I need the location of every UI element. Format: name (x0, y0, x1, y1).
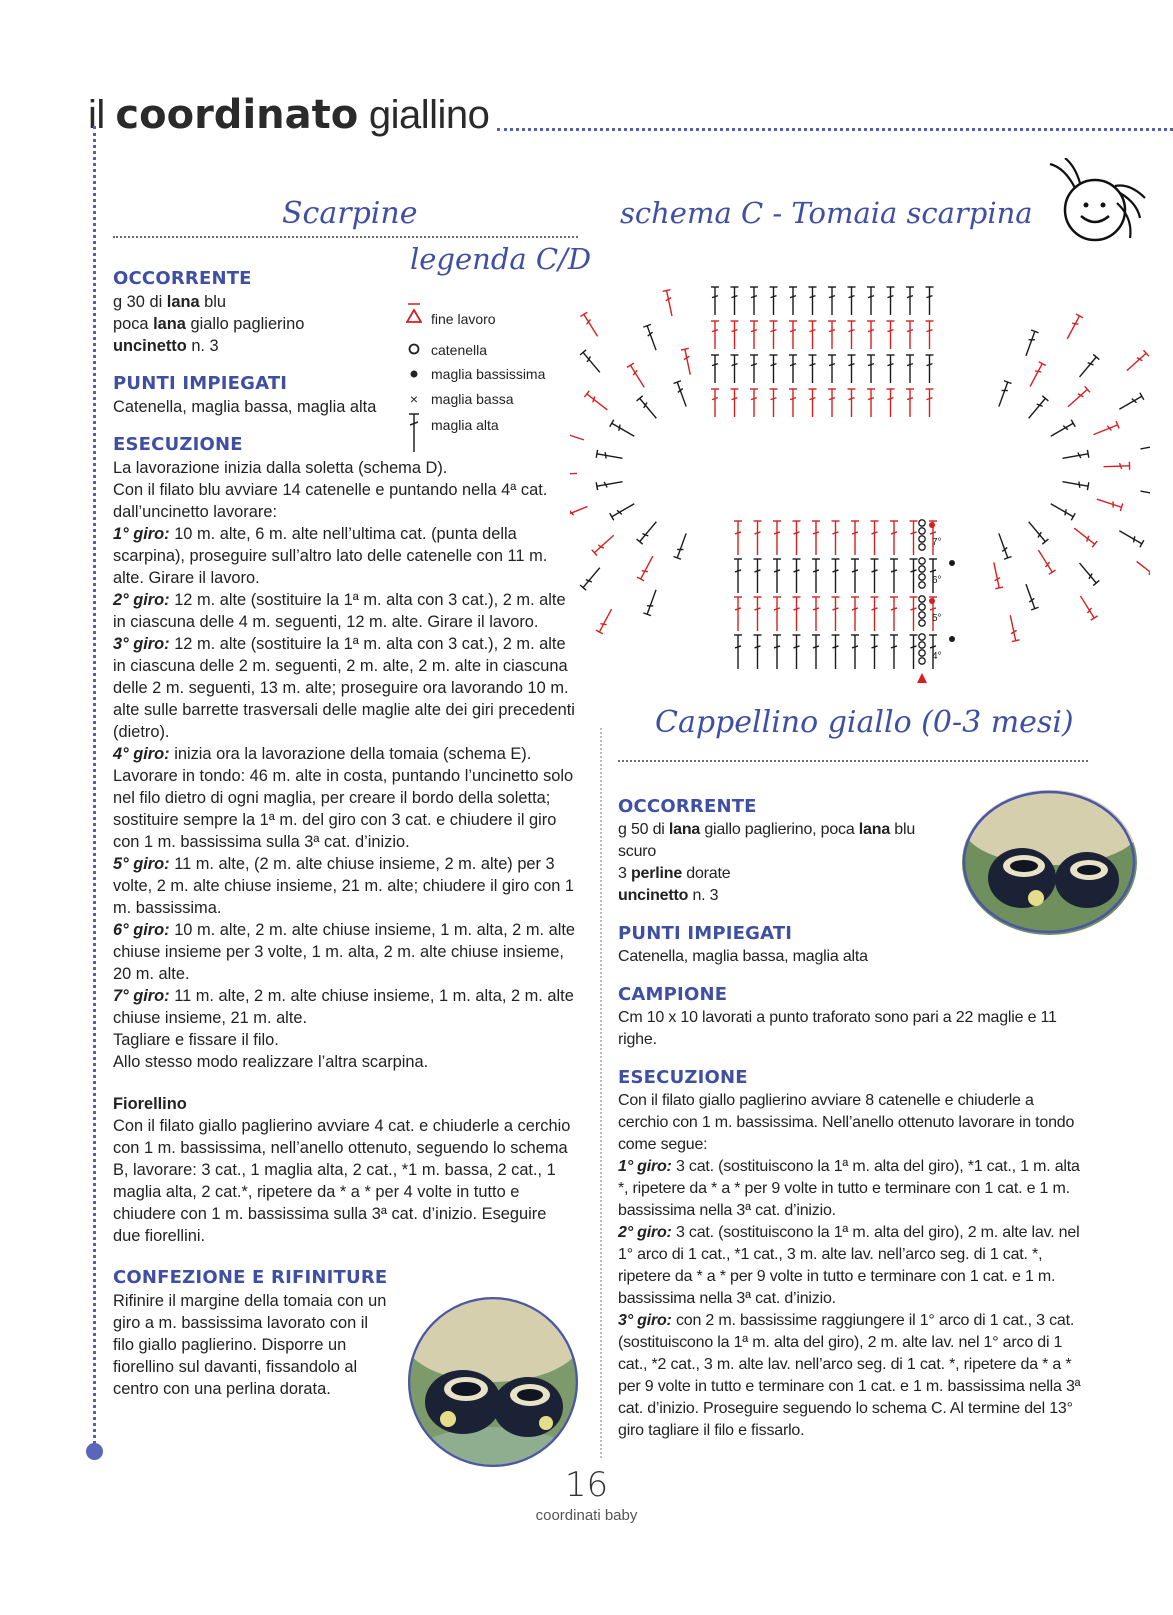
cappellino-title: Cappellino giallo (0-3 mesi) (655, 705, 1074, 740)
stitch-mark (1076, 354, 1099, 379)
stitch-mark (596, 450, 623, 462)
stitch-mark (867, 321, 875, 349)
cappellino-punti-text: Catenella, maglia bassa, maglia alta (618, 948, 868, 965)
stitch-mark (1077, 594, 1098, 620)
round-paragraph: 3° giro: con 2 m. bassissime raggiungere il 1° arco di 1 cat., 3 cat. (sostituiscono la 1ª m. alta del giro), 2 m. alte lav. nel 1° arco di 1 cat., *2 cat., 3 m. alte lav. nell’arco seg. di 1 cat. *, ripetere da * a * per 9 volte in tutto e terminare con 1 cat. e 1 m. bassissima nella 3ª cat. d’inizio. Proseguire seguendo lo schema C. Al termine del 13° giro tagliare il filo e fissarlo. (618, 1312, 1081, 1439)
chain-mark (919, 604, 925, 610)
stitch-mark (711, 389, 719, 417)
title-dotted-rule (497, 128, 1173, 131)
stitch-mark (871, 597, 879, 631)
esecuzione-heading: ESECUZIONE (113, 434, 243, 455)
page-title (88, 92, 489, 138)
stitch-mark (1062, 450, 1089, 462)
stitch-mark (871, 559, 879, 593)
stitch-mark (1062, 478, 1089, 490)
stitch-mark (812, 559, 820, 593)
stitch-mark (1124, 350, 1149, 373)
slip-stitch-mark (949, 560, 955, 566)
stitch-mark (851, 597, 859, 631)
stitch-mark (681, 348, 694, 375)
stitch-mark (995, 532, 1011, 559)
doodle-face-icon (1045, 158, 1150, 248)
stitch-mark (910, 521, 918, 555)
stitch-mark (637, 396, 660, 421)
stitch-mark (828, 287, 836, 315)
stitch-mark (773, 635, 781, 669)
stitch-mark (990, 562, 1003, 589)
stitch-mark (643, 588, 659, 615)
stitch-mark (773, 597, 781, 631)
stitch-mark (812, 635, 820, 669)
cappellino-occorrente-heading: OCCORRENTE (618, 796, 757, 817)
stitch-mark (1035, 548, 1056, 574)
stitch-mark (789, 355, 797, 383)
stitch-mark (871, 635, 879, 669)
stitch-mark (734, 521, 742, 555)
stitch-mark (570, 428, 585, 444)
stitch-mark (1064, 314, 1083, 341)
stitch-mark (887, 389, 895, 417)
title-bold: coordinato (115, 92, 359, 138)
chain-mark (919, 520, 925, 526)
stitch-mark (887, 321, 895, 349)
stitch-mark (673, 381, 689, 408)
stitch-mark (1117, 393, 1144, 413)
chain-mark (919, 566, 925, 572)
stitch-mark (995, 381, 1011, 408)
stitch-mark (627, 363, 648, 389)
stitch-mark (1065, 386, 1090, 409)
stitch-mark (1134, 558, 1150, 580)
round-paragraph: 7° giro: 11 m. alte, 2 m. alte chiuse insieme, 1 m. alta, 2 m. alte chiuse insieme, 21 m. alte. (113, 987, 574, 1027)
round-label: 6° (932, 575, 942, 586)
chain-mark (919, 596, 925, 602)
title-prefix: il (88, 93, 105, 137)
stitch-mark (610, 500, 637, 520)
stitch-mark (906, 287, 914, 315)
stitch-mark (750, 287, 758, 315)
stitch-mark (1026, 519, 1049, 544)
punti-heading: PUNTI IMPIEGATI (113, 373, 288, 394)
column-separator (600, 728, 602, 1458)
stitch-mark (812, 521, 820, 555)
legend-item: catenella (405, 342, 487, 358)
round-paragraph: 3° giro: 12 m. alte (sostituire la 1ª m. alta con 3 cat.), 2 m. alte in ciascuna delle 2 m. seguenti, 2 m. alte, 2 m. alte in ciascuna delle 2 m. seguenti, 13 m. alte; proseguire ora lavorando 10 m. alte sulle barrette trasversali delle maglie alte dei giri precedenti (dietro). (113, 635, 575, 741)
left-dotted-rule (93, 126, 96, 1456)
occorrente-list: g 30 di lana blu poca lana giallo paglierino uncinetto n. 3 (113, 293, 305, 355)
booties-photo (408, 1297, 578, 1467)
stitch-mark (867, 389, 875, 417)
stitch-mark (867, 287, 875, 315)
stitch-mark (570, 503, 589, 520)
round-label: 5° (932, 613, 942, 624)
stitch-mark (1140, 440, 1150, 452)
round-label: 7° (932, 537, 942, 548)
stitch-mark (570, 469, 577, 478)
stitch-mark (793, 559, 801, 593)
stitch-mark (711, 287, 719, 315)
stitch-mark (789, 389, 797, 417)
stitch-mark (643, 324, 659, 351)
legend-title: legenda C/D (410, 242, 592, 276)
stitch-mark (750, 321, 758, 349)
stitch-mark (890, 521, 898, 555)
stitch-mark (770, 355, 778, 383)
stitch-mark (809, 321, 817, 349)
stitch-mark (596, 607, 615, 634)
stitch-mark (926, 389, 934, 417)
stitch-mark (910, 559, 918, 593)
scarpine-title: Scarpine (282, 196, 418, 231)
fiorellino-heading: Fiorellino (113, 1095, 187, 1113)
stitch-mark (789, 287, 797, 315)
stitch-mark (754, 521, 762, 555)
chain-mark (919, 582, 925, 588)
stitch-mark (711, 355, 719, 383)
legend-item: maglia alta (405, 412, 499, 457)
cappellino-title-rule (618, 760, 1088, 762)
schema-title: schema C - Tomaia scarpina (620, 196, 1033, 230)
confezione-heading: CONFEZIONE E RIFINITURE (113, 1267, 388, 1288)
stitch-mark (1006, 614, 1019, 641)
stitch-mark (1103, 462, 1129, 471)
stitch-mark (580, 350, 603, 375)
stitch-mark (1049, 420, 1076, 440)
stitch-mark (1027, 362, 1046, 389)
stitch-mark (906, 355, 914, 383)
cross-icon: × (409, 391, 419, 407)
stitch-mark (750, 355, 758, 383)
stitch-mark (848, 287, 856, 315)
chain-mark (919, 544, 925, 550)
stitch-mark (793, 521, 801, 555)
stitch-mark (663, 290, 676, 317)
stitch-mark (1117, 527, 1144, 547)
stitch-mark (584, 391, 609, 413)
stitch-mark (1049, 500, 1076, 520)
stitch-mark (890, 559, 898, 593)
stitch-mark (773, 521, 781, 555)
stitch-mark (1140, 487, 1150, 499)
round-label: 4° (932, 651, 942, 662)
page-number: 16 (564, 1465, 609, 1505)
stitch-mark (832, 597, 840, 631)
stitch-mark (610, 420, 637, 440)
stitch-mark (789, 321, 797, 349)
stitch-mark (887, 287, 895, 315)
stitch-mark (887, 355, 895, 383)
stitch-mark (770, 287, 778, 315)
stitch-mark (926, 355, 934, 383)
punti-text: Catenella, maglia bassa, maglia alta (113, 398, 377, 416)
stitch-mark (734, 559, 742, 593)
chain-mark (919, 528, 925, 534)
slip-stitch-mark (929, 522, 935, 528)
stitch-mark (731, 287, 739, 315)
stitch-mark (906, 321, 914, 349)
stitch-mark (1076, 561, 1099, 586)
chain-mark (919, 574, 925, 580)
stitch-mark (773, 559, 781, 593)
cappellino-column (618, 796, 1088, 1442)
stitch-mark (809, 355, 817, 383)
stitch-mark (828, 321, 836, 349)
rule-end-dot (86, 1443, 103, 1460)
chain-mark (919, 558, 925, 564)
round-paragraph: 6° giro: 10 m. alte, 2 m. alte chiuse insieme, 1 m. alta, 2 m. alte chiuse insieme per 3 volte, 1 m. alta, 2 m. alte chiuse insieme, 20 m. alte. (113, 921, 576, 983)
stitch-mark (750, 389, 758, 417)
stitch-mark (890, 635, 898, 669)
confezione-text: Rifinire il margine della tomaia con un giro a m. bassissima lavorato con il filo giallo paglierino. Disporre un fiorellino sul davanti, fissandolo al centro con una perlina dorata. (113, 1292, 387, 1398)
stitch-mark (731, 355, 739, 383)
chain-mark (919, 658, 925, 664)
round-paragraph: 2° giro: 12 m. alte (sostituire la 1ª m. alta con 3 cat.), 2 m. alte in ciascuna delle 4 m. seguenti, 12 m. alte. Girare il lavoro. (113, 591, 566, 631)
cappellino-esecuzione-text: Con il filato giallo paglierino avviare 8 catenelle e chiuderle a cerchio con 1 m. bassissima. Nell’anello ottenuto lavorare in tondo come segue: 1° giro: 3 cat. (sostituiscono la 1ª m. alta del giro), *1 cat., 1 m. alta *, ripetere da * a * per 9 volte in tutto e terminare con 1 cat. e 1 m. bassissima nella 3ª cat. d’inizio. 2° giro: 3 cat. (sostituiscono la 1ª m. alta del giro), 2 m. alte lav. nel 1° arco di 1 cat., *1 cat., 3 m. alte lav. nell’arco seg. di 1 cat. *, ripetere da * a * per 9 volte in tutto e terminare con 1 cat. e 1 m. bassissima nella 3ª cat. d’inizio. 3° giro: con 2 m. bassissime raggiungere il 1° arco di 1 cat., 3 cat. (sostituiscono la 1ª m. alta del giro), 2 m. alte lav. nel 1° arco di 1 cat., *2 cat., 3 m. alte lav. nell’arco seg. di 1 cat. *, ripetere da * a * per 9 volte in tutto e terminare con 1 cat. e 1 m. bassissima nella 3ª cat. d’inizio. Proseguire seguendo lo schema C. Al termine del 13° giro tagliare il filo e fissarlo. (618, 1090, 1088, 1442)
stitch-mark (851, 559, 859, 593)
stitch-mark (809, 287, 817, 315)
round-paragraph: 1° giro: 3 cat. (sostituiscono la 1ª m. alta del giro), *1 cat., 1 m. alta *, ripetere da * a * per 9 volte in tutto e terminare con 1 cat. e 1 m. bassissima nella 3ª cat. d’inizio. (618, 1158, 1080, 1219)
chain-mark (919, 650, 925, 656)
stitch-mark (711, 321, 719, 349)
stitch-mark (828, 355, 836, 383)
stitch-mark (832, 521, 840, 555)
stitch-mark (812, 597, 820, 631)
legend-item: maglia bassissima (405, 366, 545, 382)
stitch-mark (1072, 525, 1097, 547)
stitch-mark (734, 597, 742, 631)
stitch-mark (871, 521, 879, 555)
chain-mark (919, 536, 925, 542)
stitch-mark (828, 389, 836, 417)
round-paragraph: 2° giro: 3 cat. (sostituiscono la 1ª m. alta del giro), 2 m. alte lav. nel 1° arco di 1 cat., *1 cat., 3 m. alte lav. nell’arco seg. di 1 cat. *, ripetere da * a * per 9 volte in tutto e terminare con 1 cat. e 1 m. bassissima nella 3ª cat. d’inizio. (618, 1224, 1080, 1307)
stitch-mark (890, 597, 898, 631)
cappellino-esecuzione-heading: ESECUZIONE (618, 1067, 748, 1088)
stitch-mark (1092, 421, 1119, 438)
chain-mark (919, 642, 925, 648)
cappellino-punti-heading: PUNTI IMPIEGATI (618, 923, 793, 944)
stitch-mark (848, 389, 856, 417)
stitch-mark (673, 532, 689, 559)
slip-stitch-mark (929, 598, 935, 604)
scarpine-column (113, 268, 578, 1400)
stitch-mark (637, 554, 656, 581)
fiorellino-text: Con il filato giallo paglierino avviare 4 cat. e chiuderle a cerchio con 1 m. bassissima, nell’anello ottenuto, seguendo lo schema B, lavorare: 3 cat., 1 maglia alta, 2 cat., *1 m. bassa, 2 cat., 1 maglia alta, 2 cat.*, ripetere da * a * per 4 volte in tutto e chiudere con 1 m. bassissima sulla 3ª cat. d’inizio. Eseguire due fiorellini. (113, 1117, 571, 1245)
chain-mark (919, 634, 925, 640)
round-paragraph: 4° giro: inizia ora la lavorazione della tomaia (schema E). Lavorare in tondo: 46 m. alte in costa, puntando l’uncinetto solo nel filo dietro di ogni maglia, per creare il bordo della soletta; sostituire sempre la 1ª m. del giro con 3 cat. e chiudere il giro con 1 m. bassissima sulla 3ª cat. d’inizio. (113, 745, 574, 851)
chain-mark (919, 612, 925, 618)
stitch-mark (832, 635, 840, 669)
magazine-name: coordinati baby (535, 1507, 638, 1524)
chain-mark (919, 620, 925, 626)
stitch-mark (867, 355, 875, 383)
stitch-mark (851, 635, 859, 669)
stitch-mark (770, 321, 778, 349)
legend-item: × maglia bassa (405, 391, 514, 407)
stitch-mark (734, 635, 742, 669)
stitch-mark (1096, 495, 1123, 511)
stitch-mark (926, 287, 934, 315)
round-paragraph: 5° giro: 11 m. alte, (2 m. alte chiuse insieme, 2 m. alte) per 3 volte, 2 m. alte chiuse insieme, 21 m. alte; chiudere il giro con 1 m. bassissima. (113, 855, 574, 917)
stitch-mark (592, 532, 617, 555)
stitch-mark (754, 635, 762, 669)
stitch-mark (848, 355, 856, 383)
legend-item: fine lavoro (405, 302, 496, 327)
campione-heading: CAMPIONE (618, 984, 728, 1005)
esecuzione-text: La lavorazione inizia dalla soletta (schema D). Con il filato blu avviare 14 catenelle e puntando nella 4ª cat. dall’uncinetto lavorare: 1° giro: 10 m. alte, 6 m. alte nell’ultima cat. (punta della scarpina), proseguire sull’altro lato delle catenelle con 11 m. alte. Girare il lavoro. 2° giro: 12 m. alte (sostituire la 1ª m. alta con 3 cat.), 2 m. alte in ciascuna delle 4 m. seguenti, 12 m. alte. Girare il lavoro. 3° giro: 12 m. alte (sostituire la 1ª m. alta con 3 cat.), 2 m. alte in ciascuna delle 2 m. seguenti, 2 m. alte, 2 m. alte in ciascuna delle 2 m. seguenti, 13 m. alte; proseguire ora lavorando 10 m. alte sulle barrette trasversali delle maglie alte dei giri precedenti (dietro). 4° giro: inizia ora la lavorazione della tomaia (schema E). Lavorare in tondo: 46 m. alte in costa, puntando l’uncinetto solo nel filo dietro di ogni maglia, per creare il bordo della soletta; sostituire sempre la 1ª m. del giro con 3 cat. e chiudere il giro con 1 m. bassissima sulla 3ª cat. d’inizio. 5° giro: 11 m. alte, (2 m. alte chiuse insieme, 2 m. alte) per 3 volte, 2 m. alte chiuse insieme, 21 m. alte; chiudere il giro con 1 m. bassissima. 6° giro: 10 m. alte, 2 m. alte chiuse insieme, 1 m. alta, 2 m. alte chiuse insieme per 3 volte, 1 m. alta, 2 m. alte chiuse insieme, 20 m. alte. 7° giro: 11 m. alte, 2 m. alte chiuse insieme, 1 m. alta, 2 m. alte chiuse insieme, 21 m. alte. Tagliare e fissare il filo. Allo stesso modo realizzare l’altra scarpina. (113, 457, 578, 1073)
stitch-mark (580, 312, 601, 338)
stitch-mark (580, 565, 603, 590)
stitch-mark (1022, 330, 1038, 357)
stitch-mark (809, 389, 817, 417)
round-paragraph: 1° giro: 10 m. alte, 6 m. alte nell’ultima cat. (punta della scarpina), proseguire sull’altro lato delle catenelle con 11 m. alte. Girare il lavoro. (113, 525, 548, 587)
stitch-mark (832, 559, 840, 593)
stitch-mark (910, 635, 918, 669)
stitch-mark (793, 635, 801, 669)
occorrente-heading: OCCORRENTE (113, 268, 252, 289)
stitch-mark (596, 478, 623, 490)
stitch-mark (906, 389, 914, 417)
schema-c-chart (570, 255, 1150, 715)
stitch-mark (731, 321, 739, 349)
stitch-mark (848, 321, 856, 349)
title-suffix: giallino (368, 93, 490, 137)
stitch-mark (793, 597, 801, 631)
stitch-mark (731, 389, 739, 417)
cappellino-occorrente-list: g 50 di lana giallo paglierino, poca lana blu scuro 3 perline dorate uncinetto n. 3 (618, 821, 916, 904)
stitch-mark (770, 389, 778, 417)
stitch-mark (754, 597, 762, 631)
end-marker (917, 673, 927, 683)
scarpine-title-rule (113, 236, 578, 238)
stitch-mark (926, 321, 934, 349)
stitch-mark (910, 597, 918, 631)
slip-stitch-mark (949, 636, 955, 642)
stitch-mark (1022, 583, 1038, 610)
stitch-mark (754, 559, 762, 593)
stitch-mark (637, 519, 660, 544)
stitch-mark (1026, 396, 1049, 421)
campione-text: Cm 10 x 10 lavorati a punto traforato sono pari a 22 maglie e 11 righe. (618, 1009, 1057, 1048)
stitch-mark (851, 521, 859, 555)
